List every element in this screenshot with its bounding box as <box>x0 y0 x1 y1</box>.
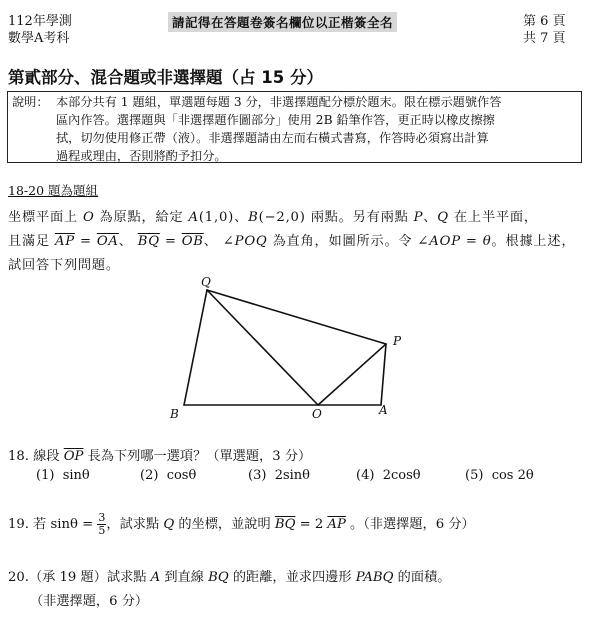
question-20: 20.（承 19 題）試求點 A 到直線 BQ 的距離，並求四邊形 PABQ 的面積。 <box>8 570 451 585</box>
question-18: 18. 線段 $\overline{OP}$ 長為下列哪一選項？（單選題，3 分） <box>8 449 312 464</box>
instructions-label: 說明： <box>12 95 49 109</box>
q18-option-5[interactable]: (5) cos 2θ <box>465 468 534 483</box>
instructions-box <box>7 91 582 163</box>
page-number: 第 6 頁 <box>523 14 566 29</box>
question-19: 19. 若 sinθ = $\frac{3}{5}$ ，試求點 Q 的坐標，並說明 $\overline{BQ} = 2$ $\overline{AP}$ 。（非選擇題，6 分） <box>8 511 475 537</box>
label-B: B <box>170 407 179 421</box>
label-A: A <box>379 403 388 417</box>
intro-line-3: 試回答下列問題。 <box>8 258 120 273</box>
group-label: 18-20 題為題組 <box>8 183 99 198</box>
intro-line-2: 且滿足 $\overline{AP} = \overline{OA}$、 $\overline{BQ} = \overline{OB}$、 ∠POQ 為直角，如圖所示。令 ∠AOP = θ。根據上述， <box>8 234 576 249</box>
segment-QP <box>207 290 386 344</box>
intro-line-1: 坐標平面上 O 為原點，給定 A(1,0)、B(−2,0) 兩點。另有兩點 P、Q 在上半平面， <box>8 210 538 225</box>
fraction-three-fifths: $\frac{3}{5}$ <box>98 511 106 537</box>
instruction-line: 本部分共有 1 題組，單選題每題 3 分，非選擇題配分標於題末。限在標示題號作答 <box>56 95 502 109</box>
q18-option-1[interactable]: (1) sinθ <box>36 468 90 483</box>
page-total: 共 7 頁 <box>523 31 566 46</box>
segment-BQ <box>184 290 207 405</box>
part-title: 第貳部分、混合題或非選擇題（占 15 分） <box>8 68 323 87</box>
label-Q: Q <box>201 275 211 289</box>
q18-option-4[interactable]: (4) 2cosθ <box>356 468 421 483</box>
q18-option-3[interactable]: (3) 2sinθ <box>248 468 310 483</box>
q18-option-2[interactable]: (2) cosθ <box>140 468 197 483</box>
exam-year: 112年學測 <box>8 14 72 29</box>
instruction-line: 拭，切勿使用修正帶（液）。非選擇題請由左而右橫式書寫，作答時必須寫出計算 <box>56 131 489 145</box>
segment-PA <box>381 344 386 405</box>
signature-notice: 請記得在答題卷簽名欄位以正楷簽全名 <box>168 12 397 32</box>
segment-QO <box>207 290 318 405</box>
label-O: O <box>312 407 322 421</box>
instruction-line: 過程或理由，否則將酌予扣分。 <box>56 149 227 163</box>
label-P: P <box>393 334 402 348</box>
segment-OP <box>318 344 386 405</box>
instruction-line: 區內作答。選擇題與「非選擇題作圖部分」使用 2B 鉛筆作答，更正時以橡皮擦擦 <box>56 113 495 127</box>
exam-subject: 數學A考科 <box>8 31 70 46</box>
question-20-score: （非選擇題，6 分） <box>30 594 149 609</box>
